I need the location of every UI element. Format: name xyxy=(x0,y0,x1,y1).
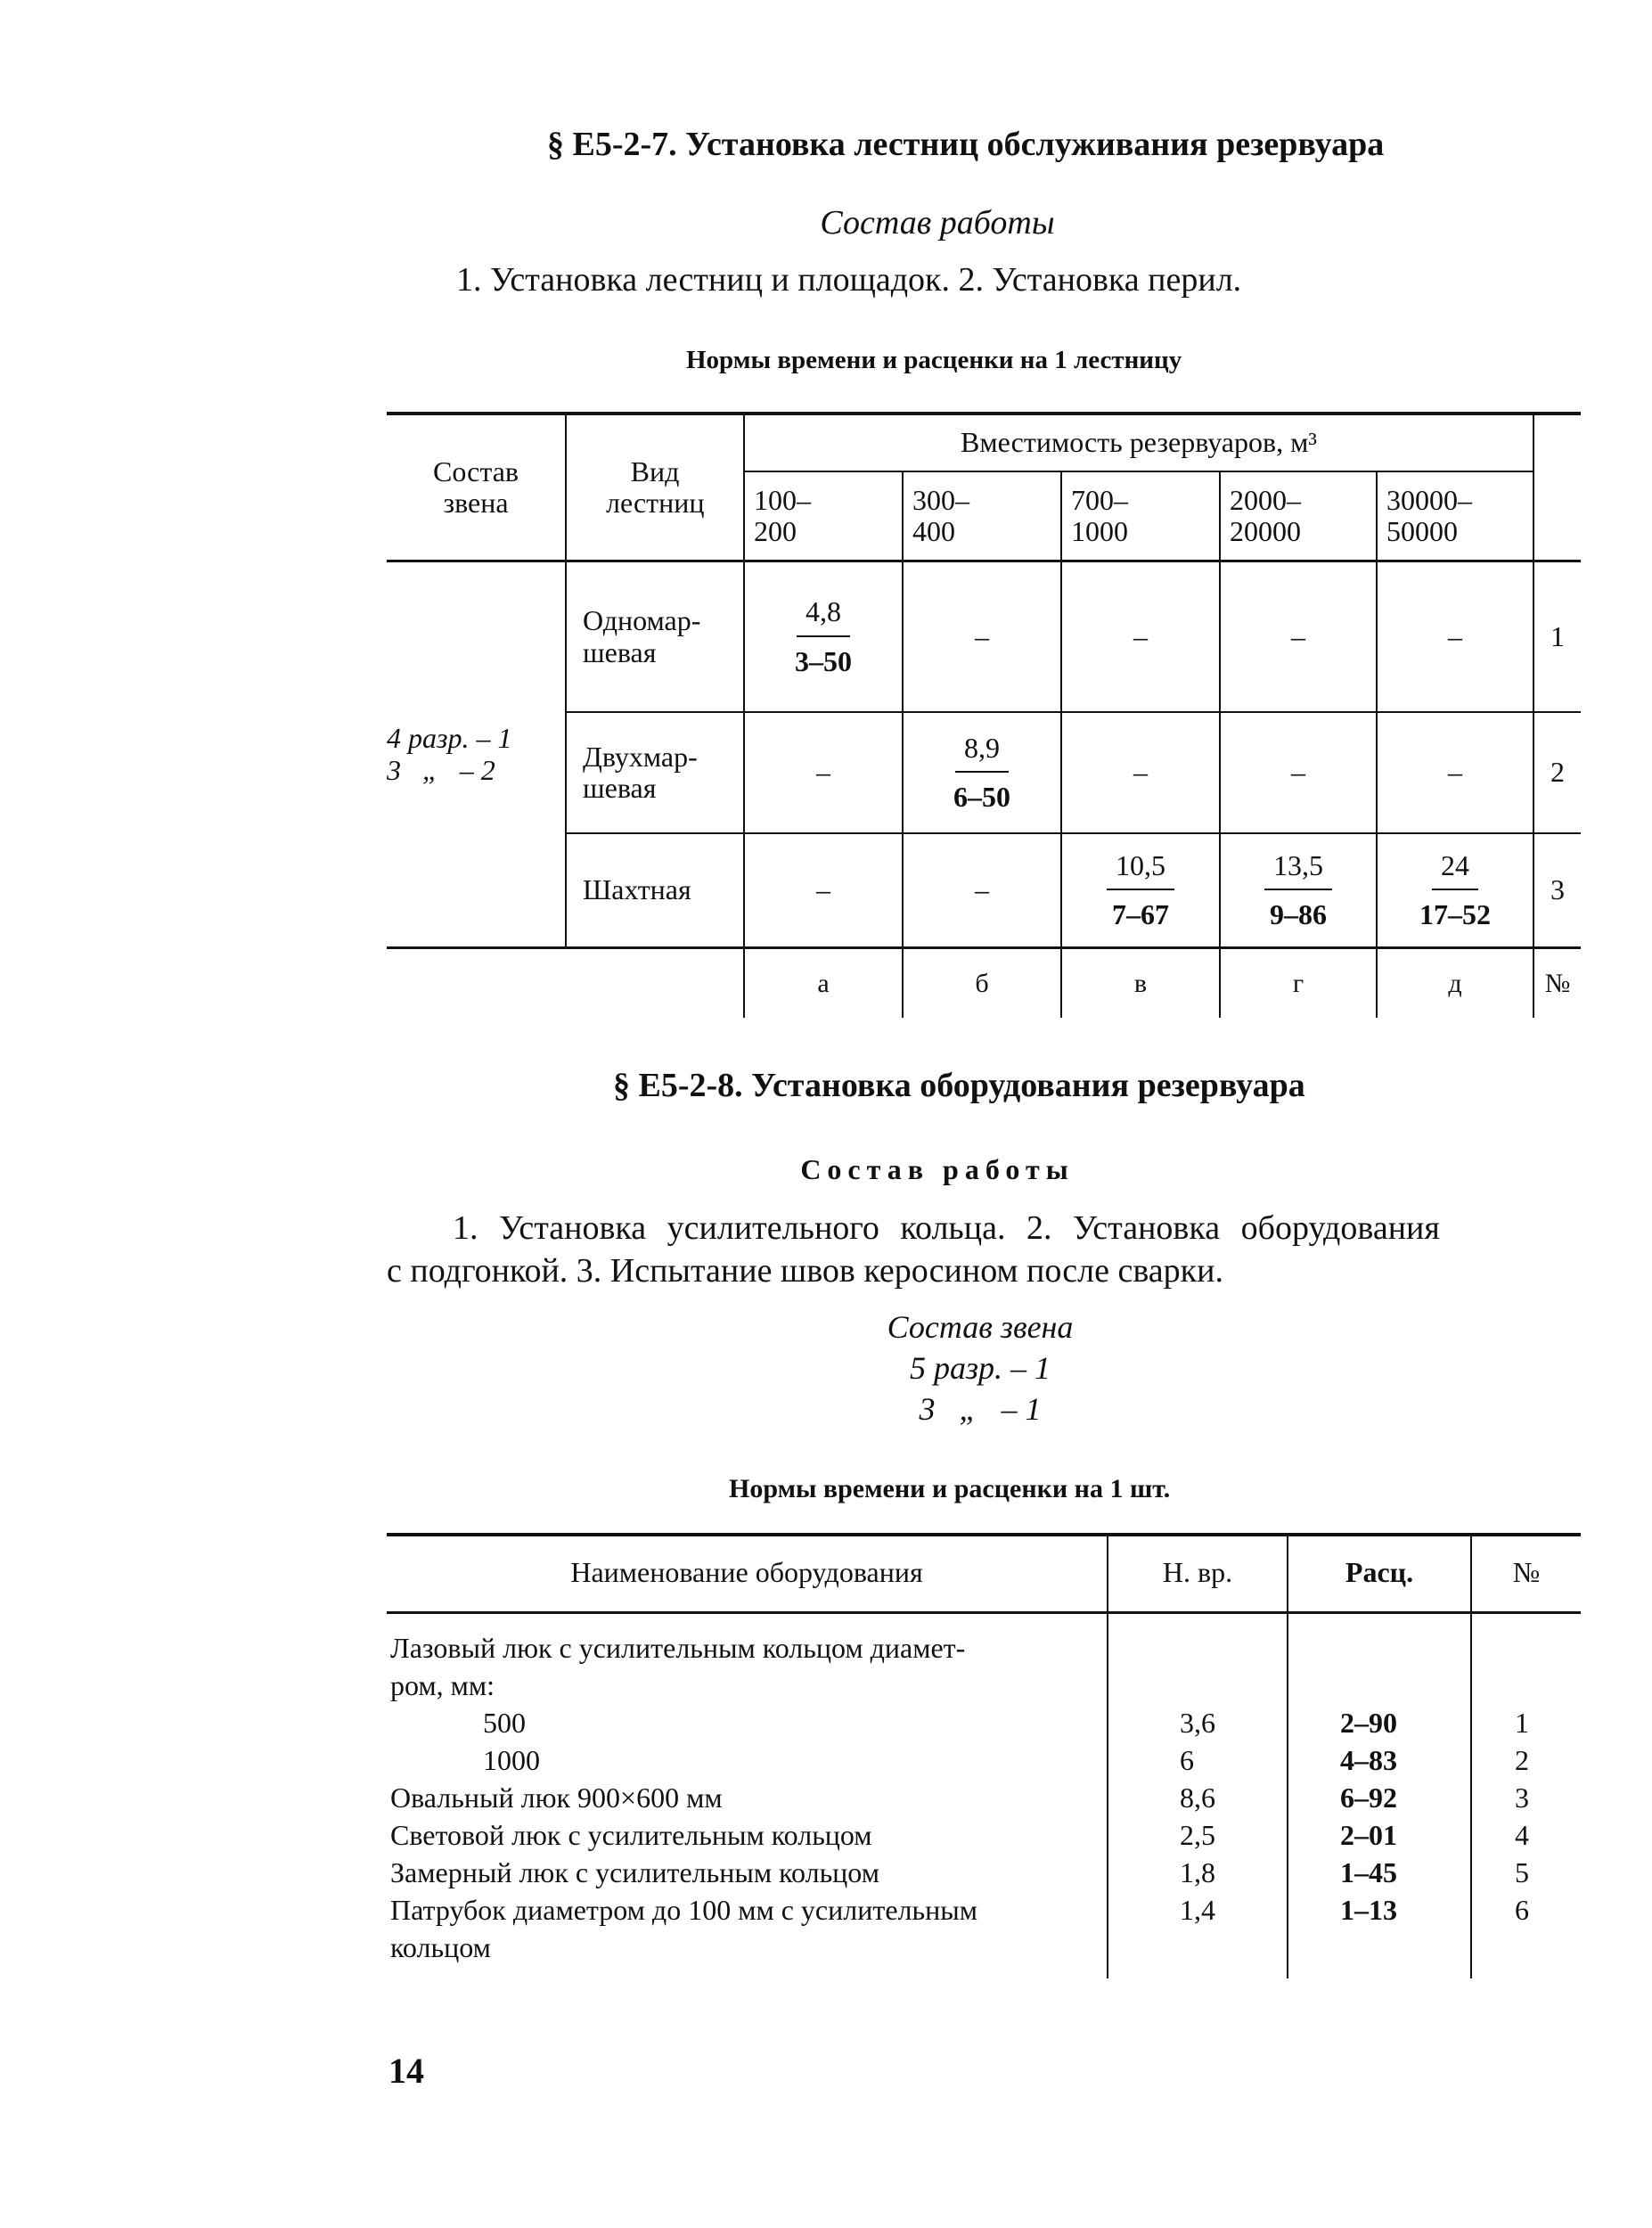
row3-c xyxy=(1062,834,1219,946)
col-crew-header: Состав звена xyxy=(432,455,519,519)
group-label-line2: ром, мм: xyxy=(390,1669,495,1701)
row3-e xyxy=(1378,834,1533,946)
row3-a: – xyxy=(816,873,830,906)
equipment-norms-table xyxy=(387,1533,1581,1978)
row3-d-price: 9–86 xyxy=(1270,898,1327,930)
crew-line-2: 3 „ – 2 xyxy=(387,753,495,786)
footer-letter-e: д xyxy=(1448,969,1462,998)
row3-type: Шахтная xyxy=(583,873,691,906)
equip-row6-norm: 1,4 xyxy=(1180,1894,1215,1926)
equip-row6-number: 6 xyxy=(1515,1894,1529,1926)
section1-heading: § Е5-2-7. Установка лестниц обслуживания резервуара xyxy=(547,126,1385,163)
equip-row3-norm: 8,6 xyxy=(1180,1782,1215,1814)
capacity-a: 100–200 xyxy=(754,483,811,547)
row3-b: – xyxy=(975,873,989,906)
capacity-c: 700–1000 xyxy=(1071,483,1128,547)
crew-title: Состав звена xyxy=(887,1309,1074,1345)
section1-work-title: Состав работы xyxy=(820,204,1055,242)
section1-work-text: 1. Установка лестниц и площадок. 2. Установка перил. xyxy=(456,261,1242,299)
equip-row6-price: 1–13 xyxy=(1340,1894,1397,1926)
row3-e-price: 17–52 xyxy=(1419,898,1491,930)
row1-b: – xyxy=(975,619,989,652)
row3-number: 3 xyxy=(1550,873,1565,906)
footer-letter-b: б xyxy=(975,969,989,998)
row2-type: Двухмар-шевая xyxy=(583,740,698,804)
equip-row4-price: 2–01 xyxy=(1340,1819,1397,1851)
row1-a xyxy=(745,562,902,711)
crew-line-1: 5 разр. – 1 xyxy=(909,1350,1051,1386)
row2-b-price: 6–50 xyxy=(953,781,1010,813)
row1-d: – xyxy=(1291,619,1305,652)
capacity-header: Вместимость резервуаров, м³ xyxy=(961,426,1317,459)
table2-top-rule xyxy=(387,1533,1581,1536)
group-label-line1: Лазовый люк с усилительным кольцом диамет- xyxy=(390,1632,966,1664)
header-equipment-name: Наименование оборудования xyxy=(570,1556,923,1588)
footer-letter-c: в xyxy=(1133,969,1148,998)
equip-row1-name: 500 xyxy=(483,1707,526,1739)
equip-row6-name-continuation: кольцом xyxy=(390,1931,491,1963)
equip-row4-number: 4 xyxy=(1515,1819,1529,1851)
row1-type: Одномар-шевая xyxy=(583,604,701,668)
equip-row2-number: 2 xyxy=(1515,1744,1529,1776)
row1-c: – xyxy=(1133,619,1148,652)
ladder-norms-table xyxy=(387,412,1581,1036)
row3-c-price: 7–67 xyxy=(1112,898,1169,930)
row3-e-norm: 24 xyxy=(1432,850,1478,890)
col-type-header: Вид лестниц xyxy=(606,455,705,519)
capacity-d: 2000–20000 xyxy=(1230,483,1301,547)
equip-row2-price: 4–83 xyxy=(1340,1744,1397,1776)
equip-row5-norm: 1,8 xyxy=(1180,1856,1215,1888)
crew-line-1: 4 разр. – 1 xyxy=(387,722,512,755)
capacity-b: 300–400 xyxy=(912,483,969,547)
header-time-norm: Н. вр. xyxy=(1162,1556,1233,1588)
row2-b xyxy=(904,713,1060,832)
equip-row3-name: Овальный люк 900×600 мм xyxy=(390,1782,723,1814)
row1-a-price: 3–50 xyxy=(795,644,852,677)
header-number: № xyxy=(1512,1556,1541,1588)
section2-work-title: Состав работы xyxy=(800,1153,1075,1185)
section2-work-text-line2: с подгонкой. 3. Испытание швов керосином после сварки. xyxy=(387,1252,1223,1290)
equip-row1-number: 1 xyxy=(1515,1707,1529,1739)
equip-row5-price: 1–45 xyxy=(1340,1856,1397,1888)
table2-col2-divider xyxy=(1287,1533,1288,1978)
crew-line-2: 3 „ – 1 xyxy=(919,1391,1042,1427)
row1-a-norm: 4,8 xyxy=(797,596,850,636)
section2-work-text-line1: 1. Установка усилительного кольца. 2. Установка оборудования xyxy=(453,1209,1440,1247)
page-number: 14 xyxy=(388,2051,424,2091)
row1-number: 1 xyxy=(1550,619,1565,652)
crew-composition xyxy=(387,562,565,946)
row3-d-norm: 13,5 xyxy=(1264,850,1332,890)
row2-a: – xyxy=(816,756,830,789)
section2-heading: § Е5-2-8. Установка оборудования резервуара xyxy=(613,1067,1305,1104)
equip-row1-price: 2–90 xyxy=(1340,1707,1397,1739)
row2-number: 2 xyxy=(1550,756,1565,789)
equip-row4-name: Световой люк с усилительным кольцом xyxy=(390,1819,872,1851)
table2-col1-divider xyxy=(1107,1533,1108,1978)
section2-crew xyxy=(838,1306,1123,1429)
equip-row4-norm: 2,5 xyxy=(1180,1819,1215,1851)
row3-d xyxy=(1221,834,1376,946)
equip-row1-norm: 3,6 xyxy=(1180,1707,1215,1739)
footer-no: № xyxy=(1544,969,1571,998)
footer-letter-d: г xyxy=(1292,969,1304,998)
equip-row3-number: 3 xyxy=(1515,1782,1529,1814)
row3-c-norm: 10,5 xyxy=(1107,850,1174,890)
section2-table-caption: Нормы времени и расценки на 1 шт. xyxy=(729,1474,1171,1503)
equip-row2-norm: 6 xyxy=(1180,1744,1194,1776)
equip-row5-name: Замерный люк с усилительным кольцом xyxy=(390,1856,879,1888)
capacity-e: 30000–50000 xyxy=(1386,483,1472,547)
equip-row5-number: 5 xyxy=(1515,1856,1529,1888)
row2-d: – xyxy=(1291,756,1305,789)
row2-b-norm: 8,9 xyxy=(955,733,1009,773)
section1-table-caption: Нормы времени и расценки на 1 лестницу xyxy=(686,346,1182,374)
equip-row6-name: Патрубок диаметром до 100 мм с усилительным xyxy=(390,1894,977,1926)
equip-row2-name: 1000 xyxy=(483,1744,540,1776)
table2-col3-divider xyxy=(1470,1533,1472,1978)
footer-letter-a: а xyxy=(817,969,830,998)
row1-e: – xyxy=(1448,619,1462,652)
row2-e: – xyxy=(1448,756,1462,789)
equip-row3-price: 6–92 xyxy=(1340,1782,1397,1814)
header-price: Расц. xyxy=(1345,1556,1414,1588)
row2-c: – xyxy=(1133,756,1148,789)
table2-header-rule xyxy=(387,1611,1581,1614)
